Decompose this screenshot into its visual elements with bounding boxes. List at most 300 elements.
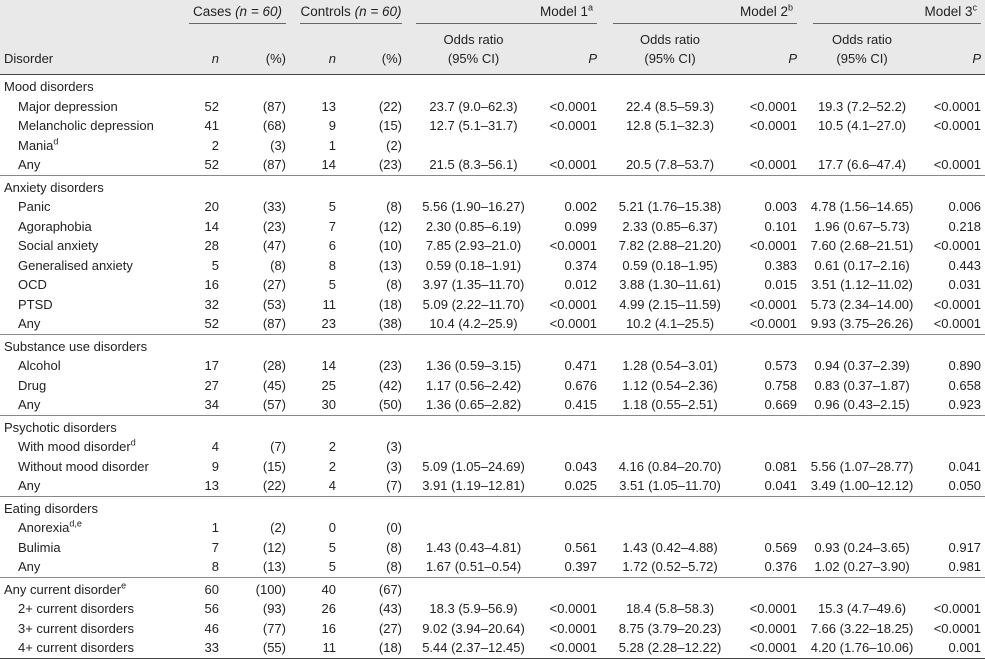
header-cases: Cases (n = 60) [189,2,286,25]
cell-p3: 0.917 [948,539,982,555]
cell-or2: 12.8 (5.1–32.3) [625,118,715,133]
cell-or1: 9.02 (3.94–20.64) [422,620,525,636]
cell-or3: 5.73 (2.34–14.00) [810,296,914,312]
cell-p3: <0.0001 [933,238,982,253]
cell-p1: <0.0001 [549,296,598,312]
group-value: (67) [340,577,406,599]
cell-kp: (18) [378,296,403,312]
cell-kp: (2) [386,137,403,153]
cell-or2 [601,136,739,156]
group-header-row [0,415,985,437]
cell-p2: <0.0001 [749,98,798,114]
cell-cp: (27) [262,277,286,292]
cell-p2: 0.573 [764,358,798,373]
cell-or2: 1.18 (0.55–2.51) [622,397,718,412]
cell-p2: 0.383 [764,257,798,273]
cell-or1: 1.43 (0.43–4.81) [425,539,522,555]
cell-or3: 0.61 (0.17–2.16) [814,257,910,273]
group-title: Mood disorders [4,79,94,94]
cell-kn: 0 [328,520,336,535]
header-model3: Model 3$^c$ [813,2,981,25]
table-row [0,638,985,658]
cell-p1: <0.0001 [549,238,598,253]
cell-or3: 4.78 (1.56–14.65) [810,199,914,214]
header-or1: Odds ratio [406,26,541,50]
table-row [0,314,985,334]
cell-kp: (23) [378,157,403,172]
cell-kn: 2 [328,458,336,474]
cell-p2: <0.0001 [739,638,801,658]
row-label: Any [18,157,41,172]
cell-cn: 56 [204,601,219,616]
cell-p3: 0.443 [948,257,982,273]
table-body [0,75,985,659]
cell-cp: (87) [262,98,286,114]
cell-kn: 5 [328,559,336,574]
row-label: Major depression [18,98,118,114]
cell-kn: 14 [321,157,336,172]
cell-or3 [801,136,923,156]
header-or3: Odds ratio [801,26,923,50]
cell-or1 [406,437,541,457]
cell-p1: <0.0001 [549,98,598,114]
cell-p2: 0.758 [764,377,798,393]
cell-or2: 1.28 (0.54–3.01) [622,358,718,373]
cell-p2: <0.0001 [749,620,798,636]
cell-cp: (13) [262,559,286,574]
cell-cp: (68) [262,118,286,133]
cell-p3: <0.0001 [933,316,982,331]
cell-cp: (22) [262,478,286,493]
cell-kn: 5 [328,277,336,292]
cell-kn: 4 [328,478,336,493]
cell-cp: (45) [262,377,286,393]
cell-or1: 23.7 (9.0–62.3) [429,98,518,114]
cell-kp: (42) [378,377,403,393]
row-label: Panic [18,199,51,214]
cell-cp: (7) [270,439,286,454]
cell-cp: (47) [262,238,286,253]
cell-p2: 0.569 [764,539,798,555]
row-label: Mania$^d$ [18,136,59,153]
table-row [0,376,985,396]
cell-p1: <0.0001 [541,638,601,658]
cell-or2: 3.88 (1.30–11.61) [619,277,721,292]
row-label: Alcohol [18,358,61,373]
cell-p3: 0.001 [923,638,985,658]
cell-kp: (13) [378,257,403,273]
cell-or2: 18.4 (5.8–58.3) [625,601,715,616]
cell-p2: 0.101 [764,218,798,234]
cell-p1: <0.0001 [549,601,598,616]
cell-p3: 0.031 [948,277,982,292]
cell-p1: 0.415 [564,397,598,412]
cell-cn: 16 [204,277,219,292]
table-row [0,275,985,295]
group-header-row [0,334,985,356]
row-label: Agoraphobia [18,218,92,234]
cell-or3: 3.49 (1.00–12.12) [810,478,914,493]
cell-p1: 0.043 [564,458,598,474]
header-ci2: (95% CI) [601,50,739,75]
cell-cn: 1 [211,520,219,535]
cell-kp: (8) [386,199,403,214]
cell-kn: 6 [328,238,336,253]
cell-cn: 4 [211,439,219,454]
table-row [0,457,985,477]
cell-kn: 5 [328,199,336,214]
cell-p3: 0.006 [948,199,982,214]
cell-cp: (28) [262,358,286,373]
table-row [0,538,985,558]
cell-or2: 1.12 (0.54–2.36) [622,377,718,393]
cell-kn: 1 [328,137,336,153]
cell-kp: (10) [378,238,403,253]
table-row [0,619,985,639]
row-label: Any [18,478,41,493]
cell-p1 [541,518,601,538]
table-row [0,518,985,538]
row-label: 3+ current disorders [18,620,134,636]
cell-kn: 16 [321,620,336,636]
cell-p2: <0.0001 [749,118,798,133]
cell-or3: 5.56 (1.07–28.77) [810,458,914,474]
cell-or1 [406,136,541,156]
cell-or3: 4.20 (1.76–10.06) [801,638,923,658]
cell-p2: <0.0001 [749,601,798,616]
header-model2: Model 2$^b$ [613,2,797,25]
cell-p2 [739,518,801,538]
cell-cn: 46 [204,620,219,636]
cell-cn: 32 [204,296,219,312]
cell-kp: (12) [378,218,403,234]
row-label: Any [18,397,41,412]
cell-or2: 5.21 (1.76–15.38) [618,199,722,214]
cell-p2: 0.003 [764,199,798,214]
cell-or2: 3.51 (1.05–11.70) [619,478,721,493]
cell-p2: 0.015 [764,277,798,292]
cell-p1: 0.676 [564,377,598,393]
cell-or3: 0.83 (0.37–1.87) [814,377,910,393]
cell-cp: (93) [262,601,286,616]
cell-kp: (23) [378,358,403,373]
group-value: 40 [290,577,340,599]
row-label: Any [18,316,41,331]
cell-or2: 4.16 (0.84–20.70) [618,458,722,474]
row-label: Social anxiety [18,238,99,253]
group-header-row [0,496,985,518]
cell-p1: 0.471 [564,358,598,373]
cell-kp: (43) [378,601,403,616]
cell-p3 [923,437,985,457]
cell-or2: 8.75 (3.79–20.23) [618,620,722,636]
cell-cn: 2 [211,137,219,153]
cell-or3: 10.5 (4.1–27.0) [817,118,907,133]
table-row [0,217,985,237]
group-title: Any current disorder$^e$ [0,577,185,599]
cell-kn: 5 [328,539,336,555]
cell-p1: <0.0001 [549,620,598,636]
cell-kp: (15) [378,118,403,133]
header-cases-n: n [185,50,223,75]
cell-p2: 0.669 [764,397,798,412]
cell-kp: (22) [378,98,403,114]
table-row [0,116,985,136]
group-value: 60 [185,577,223,599]
row-label: Drug [18,377,47,393]
header-ci3: (95% CI) [801,50,923,75]
cell-p3: <0.0001 [933,601,982,616]
cell-cp: (3) [270,137,286,153]
cell-kn: 26 [321,601,336,616]
table-row [0,136,985,156]
cell-or1: 12.7 (5.1–31.7) [429,118,518,133]
table-row [0,356,985,376]
cell-or3: 3.51 (1.12–11.02) [811,277,913,292]
cell-cn: 9 [211,458,219,474]
cell-kn: 13 [321,98,336,114]
cell-p1: 0.099 [564,218,598,234]
cell-or3: 1.02 (0.27–3.90) [814,559,910,574]
cell-or3: 1.96 (0.67–5.73) [814,218,910,234]
cell-or3: 17.7 (6.6–47.4) [817,157,907,172]
cell-kn: 23 [321,316,336,331]
cell-or2: 2.33 (0.85–6.37) [622,218,718,234]
cell-kp: (3) [386,439,403,454]
cell-kp: (38) [378,316,403,331]
cell-p1: 0.561 [564,539,598,555]
header-blank [0,0,185,26]
cell-cn: 17 [204,358,219,373]
row-label: With mood disorder$^d$ [18,437,136,454]
cell-or2: 5.28 (2.28–12.22) [601,638,739,658]
cell-p3: 0.981 [948,559,982,574]
header-or2: Odds ratio [601,26,739,50]
cell-or2: 10.2 (4.1–25.5) [625,316,715,331]
cell-cn: 14 [204,218,219,234]
cell-or1: 18.3 (5.9–56.9) [429,601,518,616]
header-controls-pct: (%) [340,50,406,75]
table-row [0,295,985,315]
cell-p3: <0.0001 [933,296,982,312]
cell-p3: 0.050 [948,478,982,493]
header-p1: P [541,50,601,75]
group-header-row [0,75,985,97]
cell-p3: <0.0001 [933,98,982,114]
cell-or3 [801,437,923,457]
header-model1: Model 1$^a$ [416,2,597,25]
cell-cp: (12) [262,539,286,555]
cell-or3 [801,518,923,538]
cell-or1: 10.4 (4.2–25.9) [429,316,518,331]
row-label: 4+ current disorders [0,638,185,658]
cell-p1: 0.002 [564,199,598,214]
cell-or3: 0.94 (0.37–2.39) [814,358,910,373]
cell-cn: 34 [204,397,219,412]
cell-or3: 7.66 (3.22–18.25) [810,620,914,636]
cell-cn: 27 [204,377,219,393]
cell-kn: 7 [328,218,336,234]
cell-or2: 1.72 (0.52–5.72) [622,559,718,574]
header-disorder: Disorder [0,50,185,75]
cell-or2: 7.82 (2.88–21.20) [618,238,722,253]
table-row [0,97,985,117]
header-p2: P [739,50,801,75]
cell-cp: (77) [262,620,286,636]
cell-or1: 3.97 (1.35–11.70) [422,277,525,292]
row-label: Without mood disorder [18,458,149,474]
cell-or1: 3.91 (1.19–12.81) [422,478,525,493]
cell-p3: <0.0001 [933,118,982,133]
group-value: (100) [223,577,290,599]
cell-kp: (7) [386,478,403,493]
table-row [0,197,985,217]
cell-cn: 20 [204,199,219,214]
cell-cn: 33 [185,638,223,658]
header-ci1: (95% CI) [406,50,541,75]
cell-or2: 22.4 (8.5–59.3) [625,98,715,114]
table-row [0,599,985,619]
cell-or1: 5.09 (2.22–11.70) [422,296,525,312]
cell-cn: 7 [211,539,219,555]
cell-cp: (8) [270,257,286,273]
cell-or1: 1.67 (0.51–0.54) [425,559,522,574]
group-title: Eating disorders [0,496,185,518]
cell-or1: 7.85 (2.93–21.0) [425,238,522,253]
cell-cn: 52 [204,157,219,172]
cell-p2: <0.0001 [749,316,798,331]
cell-or3: 19.3 (7.2–52.2) [817,98,907,114]
cell-p1: <0.0001 [549,157,598,172]
cell-cn: 52 [204,316,219,331]
cell-p1: 0.025 [564,478,598,493]
cell-or2 [601,518,739,538]
cell-kp: (8) [386,559,403,574]
cell-kn: 30 [321,397,336,412]
table-row [0,476,985,496]
group-header-row [0,175,985,197]
table-row [0,155,985,175]
row-label: Generalised anxiety [18,257,133,273]
cell-cn: 52 [204,98,219,114]
cell-kp: (27) [378,620,403,636]
cell-p3 [923,136,985,156]
cell-p1: 0.397 [564,559,598,574]
cell-or1: 1.36 (0.65–2.82) [425,397,522,412]
cell-p1: <0.0001 [549,316,598,331]
cell-or1: 0.59 (0.18–1.91) [425,257,522,273]
cell-cp: (15) [262,458,286,474]
cell-cn: 41 [204,118,219,133]
header-cases-pct: (%) [223,50,290,75]
cell-cp: (2) [270,520,286,535]
cell-kp: (8) [386,539,403,555]
cell-p3: 0.923 [948,397,982,412]
cell-kp: (50) [378,397,403,412]
cell-cp: (55) [223,638,290,658]
row-label: Melancholic depression [18,118,154,133]
cell-p2: 0.041 [764,478,798,493]
cell-cp: (23) [262,218,286,234]
cell-cp: (87) [262,316,286,331]
cell-p3 [923,518,985,538]
cell-kp: (18) [340,638,406,658]
cell-cp: (53) [262,296,286,312]
cell-p1: 0.374 [564,257,598,273]
cell-kn: 14 [321,358,336,373]
cell-or1: 5.56 (1.90–16.27) [422,199,525,214]
cell-p3: 0.041 [948,458,982,474]
cell-or3: 0.93 (0.24–3.65) [814,539,910,555]
cell-or3: 7.60 (2.68–21.51) [810,238,914,253]
cell-p2: <0.0001 [749,238,798,253]
cell-or2: 1.43 (0.42–4.88) [622,539,718,555]
cell-kn: 2 [328,439,336,454]
cell-or2 [601,437,739,457]
cell-cn: 28 [204,238,219,253]
group-header-row [0,577,985,599]
cell-kp: (3) [386,458,403,474]
cell-kn: 25 [321,377,336,393]
cell-p2: 0.376 [764,559,798,574]
table-row [0,557,985,577]
cell-or1: 5.09 (1.05–24.69) [422,458,525,474]
row-label: Any [18,559,41,574]
cell-p2: <0.0001 [749,296,798,312]
table-row [0,236,985,256]
cell-p2: <0.0001 [749,157,798,172]
table-row [0,437,985,457]
group-title: Anxiety disorders [0,175,185,197]
cell-or1: 5.44 (2.37–12.45) [406,638,541,658]
cell-or3: 0.96 (0.43–2.15) [814,397,910,412]
cell-kn: 11 [290,638,340,658]
cell-or2: 4.99 (2.15–11.59) [619,296,721,312]
row-label: Bulimia [18,539,61,555]
cell-p1: 0.012 [564,277,598,292]
row-label: Anorexia$^{d,e}$ [18,518,82,535]
row-label: 2+ current disorders [18,601,134,616]
cell-p3: 0.218 [948,218,982,234]
row-label: PTSD [18,296,53,312]
cell-kn: 9 [328,118,336,133]
cell-or1 [406,518,541,538]
cell-cp: (33) [262,199,286,214]
header-p3: P [923,50,985,75]
cell-p3: 0.658 [948,377,982,393]
cell-cn: 8 [211,559,219,574]
cell-p3: <0.0001 [933,620,982,636]
cell-p1 [541,437,601,457]
cell-cn: 13 [204,478,219,493]
cell-p3: <0.0001 [933,157,982,172]
table-row [0,395,985,415]
cell-or3: 9.93 (3.75–26.26) [810,316,914,331]
row-label: OCD [18,277,47,292]
cell-kn: 11 [322,296,336,312]
cell-or2: 20.5 (7.8–53.7) [625,157,715,172]
cell-cp: (57) [262,397,286,412]
cell-or1: 1.17 (0.56–2.42) [425,377,522,393]
cell-or1: 21.5 (8.3–56.1) [429,157,518,172]
cell-p2 [739,136,801,156]
cell-kp: (0) [386,520,403,535]
header-controls-n: n [290,50,340,75]
cell-cp: (87) [262,157,286,172]
cell-kp: (8) [386,277,403,292]
cell-p2 [739,437,801,457]
group-title: Substance use disorders [0,334,185,356]
